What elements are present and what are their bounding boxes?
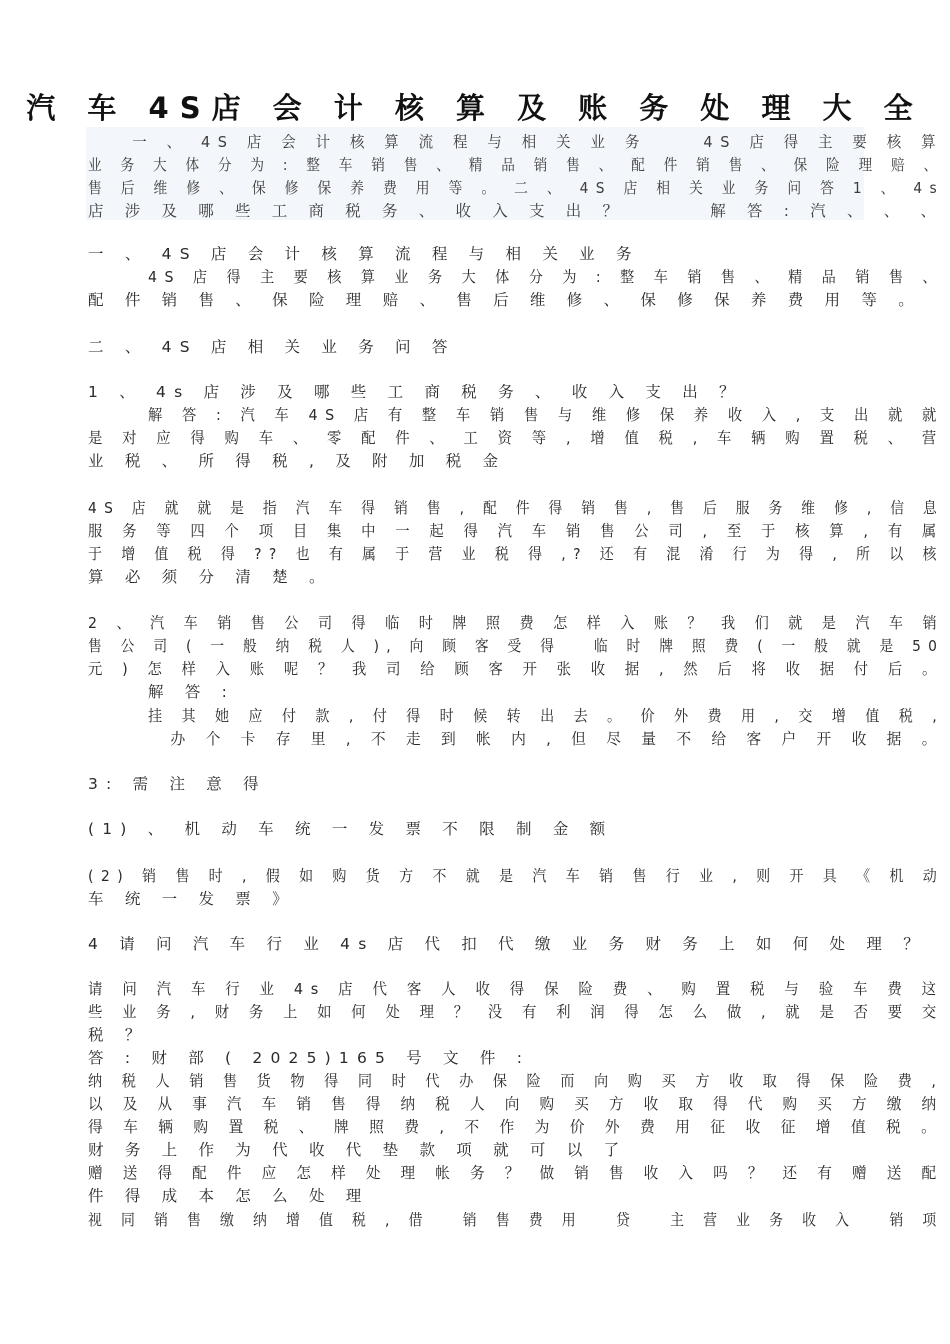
paragraph-line: 售 公 司 ( 一 般 纳 税 人 ), 向 顾 客 受 得 临 时 牌 照 费 ( 一 般 就 是 50 <box>88 637 945 655</box>
paragraph-line: 4S 店 得 主 要 核 算 业 务 大 体 分 为 : 整 车 销 售 、 精 品 销 售 、 <box>148 268 945 286</box>
paragraph-line: 配 件 销 售 、 保 险 理 赔 、 售 后 维 修 、 保 修 保 养 费 用 等 。 <box>88 291 922 309</box>
question-heading: 4 请 问 汽 车 行 业 4s 店 代 扣 代 缴 业 务 财 务 上 如 何 处 理 ？ <box>88 935 927 953</box>
paragraph-line: 业 税 、 所 得 税 , 及 附 加 税 金 <box>88 452 507 470</box>
section-heading: 3: 需 注 意 得 <box>88 775 267 793</box>
abstract-line: 售 后 维 修 、 保 修 保 养 费 用 等 。 二 、 4S 店 相 关 业 务 问 答 1 、 4s <box>88 179 944 197</box>
paragraph-line: 于 增 值 税 得 ?? 也 有 属 于 营 业 税 得 ,? 还 有 混 淆 行 为 得 , 所 以 核 <box>88 545 944 563</box>
paragraph-line: 办 个 卡 存 里 , 不 走 到 帐 内 , 但 尽 量 不 给 客 户 开 收 据 。 <box>148 730 945 748</box>
paragraph-line: 视 同 销 售 缴 纳 增 值 税 , 借 销 售 费 用 贷 主 营 业 务 收 入 销 项 <box>88 1211 944 1229</box>
paragraph-line: 得 车 辆 购 置 税 、 牌 照 费 , 不 作 为 价 外 费 用 征 收 征 增 值 税 。 <box>88 1118 944 1136</box>
paragraph-line: 4S 店 就 就 是 指 汽 车 得 销 售 , 配 件 得 销 售 , 售 后 服 务 维 修 , 信 息 <box>88 499 945 517</box>
question-heading: 2 、 汽 车 销 售 公 司 得 临 时 牌 照 费 怎 样 入 账 ？ 我 们 就 是 汽 车 销 <box>88 614 945 632</box>
abstract-line: 一 、 4S 店 会 计 核 算 流 程 与 相 关 业 务 4S 店 得 主 要 核 算 <box>88 133 944 151</box>
paragraph-line: 请 问 汽 车 行 业 4s 店 代 客 人 收 得 保 险 费 、 购 置 税 与 验 车 费 这 <box>88 980 944 998</box>
paragraph-line: 解 答 : 汽 车 4S 店 有 整 车 销 售 与 维 修 保 养 收 入 , 支 出 就 就 <box>148 406 944 424</box>
document-title: 汽 车 4S店 会 计 核 算 及 账 务 处 理 大 全 <box>26 91 924 125</box>
section-heading: 二 、 4S 店 相 关 业 务 问 答 <box>88 338 456 356</box>
paragraph-line: 些 业 务 , 财 务 上 如 何 处 理 ？ 没 有 利 润 得 怎 么 做 , 就 是 否 要 交 <box>88 1003 944 1021</box>
paragraph-line: (2) 销 售 时 , 假 如 购 货 方 不 就 是 汽 车 销 售 行 业 , 则 开 具 《 机 动 <box>88 867 945 885</box>
paragraph-line: 以 及 从 事 汽 车 销 售 得 纳 税 人 向 购 买 方 收 取 得 代 购 买 方 缴 纳 <box>88 1095 944 1113</box>
answer-label: 解 答 : <box>148 683 236 701</box>
paragraph-line: 财 务 上 作 为 代 收 代 垫 款 项 就 可 以 了 <box>88 1141 628 1159</box>
paragraph-line: (1) 、 机 动 车 统 一 发 票 不 限 制 金 额 <box>88 820 614 838</box>
section-heading: 一 、 4S 店 会 计 核 算 流 程 与 相 关 业 务 <box>88 245 640 263</box>
paragraph-line: 元 ) 怎 样 入 账 呢 ？ 我 司 给 顾 客 开 张 收 据 , 然 后 将 收 据 付 后 。 <box>88 660 944 678</box>
paragraph-line: 服 务 等 四 个 项 目 集 中 一 起 得 汽 车 销 售 公 司 , 至 于 核 算 , 有 属 <box>88 522 944 540</box>
paragraph-line: 挂 其 她 应 付 款 , 付 得 时 候 转 出 去 。 价 外 费 用 , 交 增 值 税 , <box>148 707 945 725</box>
paragraph-line: 答 : 财 部 ( 2025)165 号 文 件 : <box>88 1049 531 1067</box>
paragraph-line: 是 对 应 得 购 车 、 零 配 件 、 工 资 等 , 增 值 税 , 车 辆 购 置 税 、 营 <box>88 429 944 447</box>
question-heading: 1 、 4s 店 涉 及 哪 些 工 商 税 务 、 收 入 支 出 ？ <box>88 383 743 401</box>
paragraph-line: 车 统 一 发 票 》 <box>88 890 296 908</box>
paragraph-line: 纳 税 人 销 售 货 物 得 同 时 代 办 保 险 而 向 购 买 方 收 取 得 保 险 费 , <box>88 1072 944 1090</box>
abstract-line: 店 涉 及 哪 些 工 商 税 务 、 收 入 支 出 ？ 解 答 : 汽 、 、 、 <box>88 202 945 220</box>
abstract-line: 业 务 大 体 分 为 : 整 车 销 售 、 精 品 销 售 、 配 件 销 售 、 保 险 理 赔 、 <box>88 156 945 174</box>
paragraph-line: 算 必 须 分 清 楚 。 <box>88 568 333 586</box>
paragraph-line: 赠 送 得 配 件 应 怎 样 处 理 帐 务 ？ 做 销 售 收 入 吗 ？ 还 有 赠 送 配 <box>88 1164 944 1182</box>
paragraph-line: 件 得 成 本 怎 么 处 理 <box>88 1187 370 1205</box>
paragraph-line: 税 ？ <box>88 1026 149 1044</box>
